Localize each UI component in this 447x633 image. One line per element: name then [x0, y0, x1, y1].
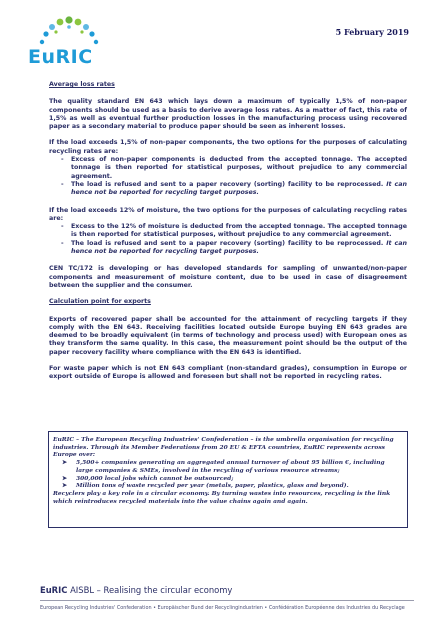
- list-item: - Excess to the 12% of moisture is deducted from the accepted tonnage. The accepted tonnage is then reported for statistical purposes, without prejudice to any commercial agreement.: [49, 223, 407, 240]
- footer-divider: [40, 600, 414, 601]
- logo-dots-icon: [36, 16, 106, 48]
- paragraph: If the load exceeds 1,5% of non-paper components, the two options for the purposes of calculating recycling rates are:: [49, 139, 407, 155]
- arrow-bullet-icon: ➤: [62, 474, 68, 482]
- list-item: - Excess of non-paper components is deducted from the accepted tonnage. The accepted tonnage is then reported for statistical purposes, without prejudice to any commercial agreement.: [49, 156, 407, 181]
- paragraph: If the load exceeds 12% of moisture, the two options for the purposes of calculating recycling rates are:: [49, 206, 407, 222]
- document-body: [49, 81, 407, 390]
- options-list: [49, 223, 407, 256]
- section-heading-exports: Calculation point for exports: [49, 298, 151, 306]
- box-bullet: ➤ 5,500+ companies generating an aggregated annual turnover of about 95 billion €, including large companies & SMEs, involved in the recycling of various resource streams;: [62, 459, 385, 474]
- box-intro: EuRIC – The European Recycling Industries' Confederation – is the umbrella organisation for recycling industries. Through its Member Federations from 20 EU & EFTA countries, EuRIC represents across Europe over:: [53, 436, 394, 459]
- paragraph: For waste paper which is not EN 643 compliant (non-standard grades), consumption in Europe or export outside of Europe is allowed and foreseen but shall not be reported in recycling rates.: [49, 365, 407, 381]
- paragraph: Exports of recovered paper shall be accounted for the attainment of recycling targets if they comply with the EN 643. Receiving facilities located outside Europe buying EN 643 grades are deemed to be broadly equivalent (in terms of technology and process used) with European ones as they transform the same quality. In this case, the measurement point should be the output of the paper recovery facility where compliance with the EN 643 is identified.: [49, 315, 407, 356]
- logo-text: EuRIC: [28, 46, 93, 68]
- footer-organisation-names: European Recycling Industries' Confederation • Europäischer Bund der Recyclingindustrien • Confédération Européenne des Industries du Recyclage: [40, 605, 405, 611]
- about-euric-box: [48, 431, 408, 528]
- arrow-bullet-icon: ➤: [62, 482, 68, 490]
- options-list: [49, 156, 407, 197]
- footer-tagline: EuRIC AISBL – Realising the circular economy: [40, 585, 233, 595]
- paragraph: CEN TC/172 is developing or has developed standards for sampling of unwanted/non-paper components and measurement of moisture content, due to be used in case of disagreement between the supplier and the consumer.: [49, 265, 407, 289]
- box-bullet: ➤ 300,000 local jobs which cannot be outsourced;: [62, 474, 234, 482]
- list-item: - The load is refused and sent to a paper recovery (sorting) facility to be reprocessed. It can hence not be reported for recycling target purposes.: [49, 240, 407, 257]
- box-outro: Recyclers play a key role in a circular economy. By turning wastes into resources, recycling is the link which reintroduces recycled materials into the value chains again and again.: [53, 489, 391, 505]
- list-item: - The load is refused and sent to a paper recovery (sorting) facility to be reprocessed. It can hence not be reported for recycling target purposes.: [49, 181, 407, 198]
- document-date: 5 February 2019: [335, 27, 409, 37]
- paragraph: The quality standard EN 643 which lays down a maximum of typically 1,5% of non-paper components should be used as a basis to derive average loss rates. As a matter of fact, this rate of 1,5% as well as eventual further production losses in the manufacturing process using recovered paper as a secondary material to produce paper should be seen as inherent losses.: [49, 98, 407, 131]
- euric-logo: [28, 16, 118, 72]
- box-bullet-list: [53, 459, 403, 490]
- footer-brand: EuRIC: [40, 585, 68, 595]
- section-heading-loss-rates: Average loss rates: [49, 81, 115, 88]
- box-bullet: ➤ Million tons of waste recycled per year (metals, paper, plastics, glass and beyond).: [62, 482, 349, 490]
- arrow-bullet-icon: ➤: [62, 459, 68, 467]
